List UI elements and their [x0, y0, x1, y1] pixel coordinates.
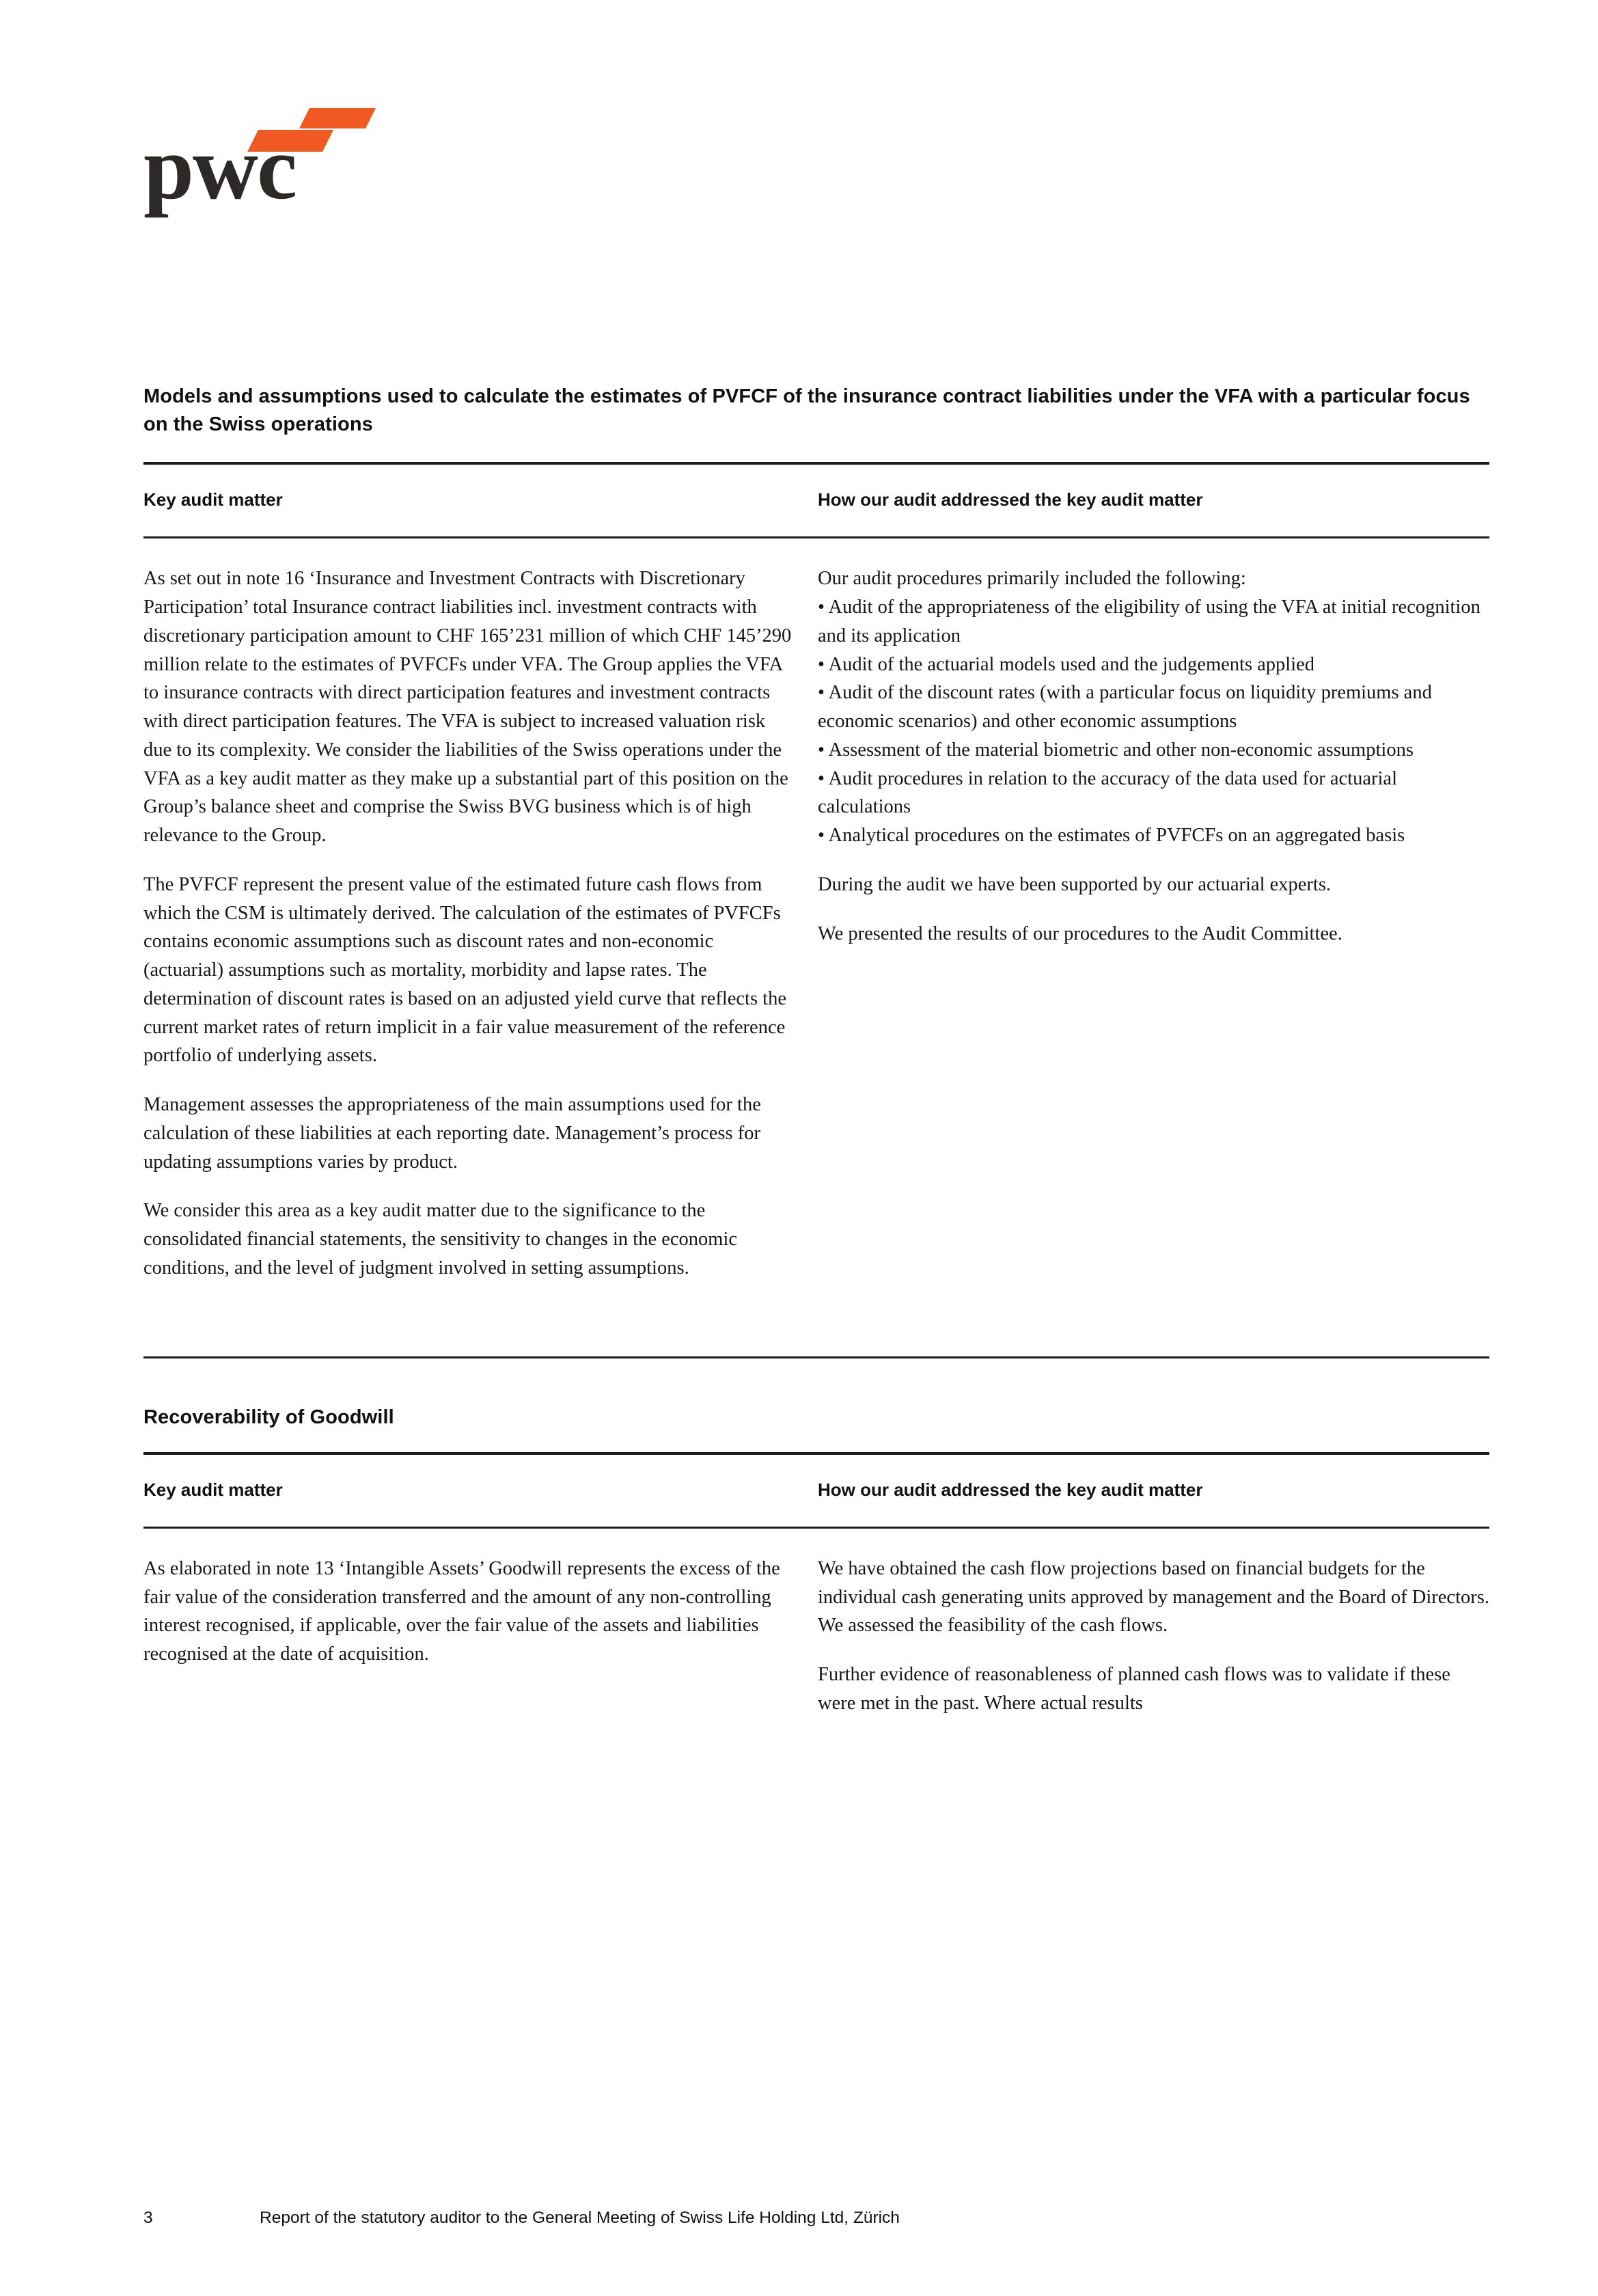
section-title-vfa: Models and assumptions used to calculate the estimates of PVFCF of the insurance contract liabilities under the VFA with a particular focus on the Swiss operations	[143, 385, 1470, 436]
paragraph: We have obtained the cash flow projections based on financial budgets for the individual cash generating units approved by management and the Board of Directors. We assessed the feasibility of the cash flows.	[818, 1557, 1489, 1637]
section2-column-headers	[143, 1455, 1489, 1527]
page-number: 3	[143, 2209, 153, 2227]
list-item: • Assessment of the material biometric and other non-economic assumptions	[818, 739, 1414, 761]
list-item: • Audit procedures in relation to the accuracy of the data used for actuarial calculations	[818, 767, 1398, 818]
section-gap	[143, 1283, 1489, 1356]
section1-left-column	[143, 564, 818, 1282]
section1-col-head-right: How our audit addressed the key audit matter	[818, 489, 1203, 510]
logo-accent-bar-upper	[299, 108, 376, 128]
section2-body	[143, 1529, 1489, 1718]
list-item: • Audit of the discount rates (with a particular focus on liquidity premiums and economic scenarios) and other economic assumptions	[818, 682, 1432, 733]
section1-col-head-left: Key audit matter	[143, 489, 283, 510]
section1-right-column	[818, 564, 1489, 1282]
list-item: • Audit of the appropriateness of the eligibility of using the VFA at initial recognition and its application	[818, 597, 1480, 646]
section2-col-head-left: Key audit matter	[143, 1479, 283, 1500]
paragraph: As set out in note 16 ‘Insurance and Investment Contracts with Discretionary Participation’ total Insurance contract liabilities incl. investment contracts with discretionary participation amount to CHF 165’231 million of which CHF 145’290 million relate to the estimates of PVFCFs under VFA. The Group applies the VFA to insurance contracts with direct participation features and investment contracts with direct participation features. The VFA is subject to increased valuation risk due to its complexity. We consider the liabilities of the Swiss operations under the VFA as a key audit matter as they make up a substantial part of this position on the Group’s balance sheet and comprise the Swiss BVG business which is of high relevance to the Group.	[143, 568, 792, 847]
paragraph-intro: Our audit procedures primarily included the following:	[818, 568, 1246, 590]
paragraph: We presented the results of our procedures to the Audit Committee.	[818, 922, 1342, 944]
paragraph: Management assesses the appropriateness of the main assumptions used for the calculation of these liabilities at each reporting date. Management’s process for updating assumptions varies by product.	[143, 1094, 761, 1173]
page-content	[143, 383, 1489, 1718]
list-item: • Audit of the actuarial models used and the judgements applied	[818, 653, 1315, 675]
pwc-logo-svg	[143, 89, 376, 219]
section-title-goodwill: Recoverability of Goodwill	[143, 1406, 394, 1428]
list-item: • Analytical procedures on the estimates of PVFCFs on an aggregated basis	[818, 825, 1405, 847]
section2-left-column	[143, 1555, 818, 1718]
section2-col-head-right: How our audit addressed the key audit matter	[818, 1479, 1203, 1500]
footer-document-title: Report of the statutory auditor to the General Meeting of Swiss Life Holding Ltd, Zürich	[260, 2209, 900, 2227]
section-key-audit-matter-vfa	[143, 383, 1489, 1283]
page-footer	[143, 2209, 1489, 2228]
section1-body	[143, 538, 1489, 1282]
section2-right-column	[818, 1555, 1489, 1718]
paragraph: As elaborated in note 13 ‘Intangible Assets’ Goodwill represents the excess of the fair value of the consideration transferred and the amount of any non-controlling interest recognised, if applicable, over the fair value of the assets and liabilities recognised at the date of acquisition.	[143, 1557, 780, 1665]
paragraph: The PVFCF represent the present value of the estimated future cash flows from which the CSM is ultimately derived. The calculation of the estimates of PVFCFs contains economic assumptions such as discount rates and non-economic (actuarial) assumptions such as mortality, morbidity and lapse rates. The determination of discount rates is based on an adjusted yield curve that reflects the current market rates of return implicit in a fair value measurement of the reference portfolio of underlying assets.	[143, 873, 786, 1067]
paragraph: Further evidence of reasonableness of planned cash flows was to validate if these were met in the past. Where actual results	[818, 1664, 1450, 1714]
paragraph: During the audit we have been supported by our actuarial experts.	[818, 873, 1332, 895]
section-gap-after-divider	[143, 1358, 1489, 1404]
pwc-logo	[143, 89, 389, 226]
logo-wordmark: pwc	[143, 117, 297, 218]
section-key-audit-matter-goodwill	[143, 1404, 1489, 1718]
paragraph: We consider this area as a key audit matter due to the significance to the consolidated financial statements, the sensitivity to changes in the economic conditions, and the level of judgment involved in setting assumptions.	[143, 1200, 738, 1279]
section1-column-headers	[143, 465, 1489, 536]
